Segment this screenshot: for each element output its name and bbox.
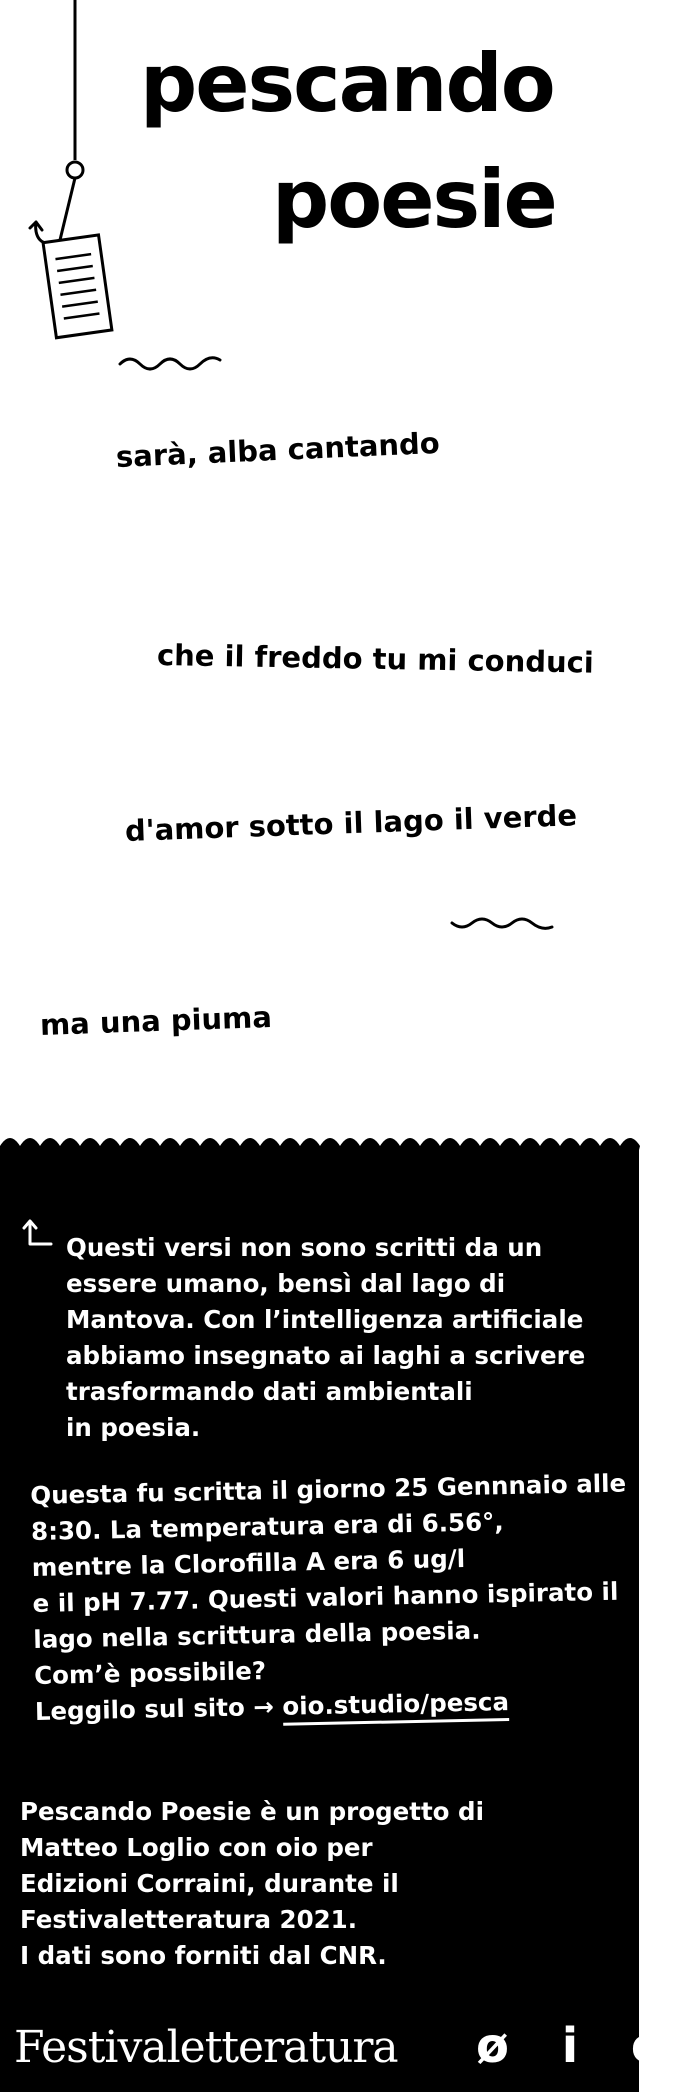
intro-line: trasformando dati ambientali: [66, 1377, 473, 1406]
details-line: lago nella scrittura della poesia.: [33, 1615, 481, 1654]
intro-line: Mantova. Con l’intelligenza artificiale: [66, 1305, 584, 1334]
credits-paragraph: [20, 1794, 484, 1974]
intro-line: abbiamo insegnato ai laghi a scrivere: [66, 1341, 586, 1370]
site-link[interactable]: oio.studio/pesca: [282, 1687, 509, 1726]
verse-line-1: sarà, alba cantando: [115, 425, 441, 474]
squiggle-decoration-icon: [450, 915, 554, 935]
details-paragraph: [30, 1466, 631, 1730]
verse-line-4: ma una piuma: [39, 999, 273, 1042]
info-section: [0, 1146, 682, 2092]
title-line-1: pescando: [140, 37, 554, 130]
fishing-hook-icon: [20, 0, 130, 345]
intro-line: essere umano, bensì dal lago di: [66, 1269, 506, 1298]
credits-line: Pescando Poesie è un progetto di: [20, 1797, 484, 1826]
oio-logo: ø i o: [476, 2018, 682, 2074]
festivaletteratura-logo: Festivaletteratura: [14, 2022, 398, 2073]
details-line: 8:30. La temperatura era di 6.56°,: [30, 1507, 504, 1546]
intro-line: Questi versi non sono scritti da un: [66, 1233, 543, 1262]
arrow-up-turn-icon: [22, 1218, 52, 1246]
details-line: Com’è possibile?: [33, 1656, 267, 1690]
read-more-prefix: Leggilo sul sito →: [34, 1691, 275, 1726]
credits-line: Edizioni Corraini, durante il: [20, 1869, 399, 1898]
details-line: e il pH 7.77. Questi valori hanno ispirato il: [32, 1576, 619, 1618]
verse-line-2: che il freddo tu mi conduci: [156, 638, 595, 680]
details-line: mentre la Clorofilla A era 6 ug/l: [31, 1543, 466, 1582]
credits-line: Festivaletteratura 2021.: [20, 1905, 358, 1934]
verse-line-3: d'amor sotto il lago il verde: [124, 798, 578, 848]
credits-line: Matteo Loglio con oio per: [20, 1833, 373, 1862]
intro-line: in poesia.: [66, 1413, 201, 1442]
squiggle-decoration-icon: [118, 352, 222, 372]
intro-paragraph: [66, 1230, 585, 1446]
credits-line: I dati sono forniti dal CNR.: [20, 1941, 387, 1970]
title-line-2: poesie: [272, 153, 556, 246]
details-line: Questa fu scritta il giorno 25 Gennnaio alle: [30, 1468, 627, 1510]
